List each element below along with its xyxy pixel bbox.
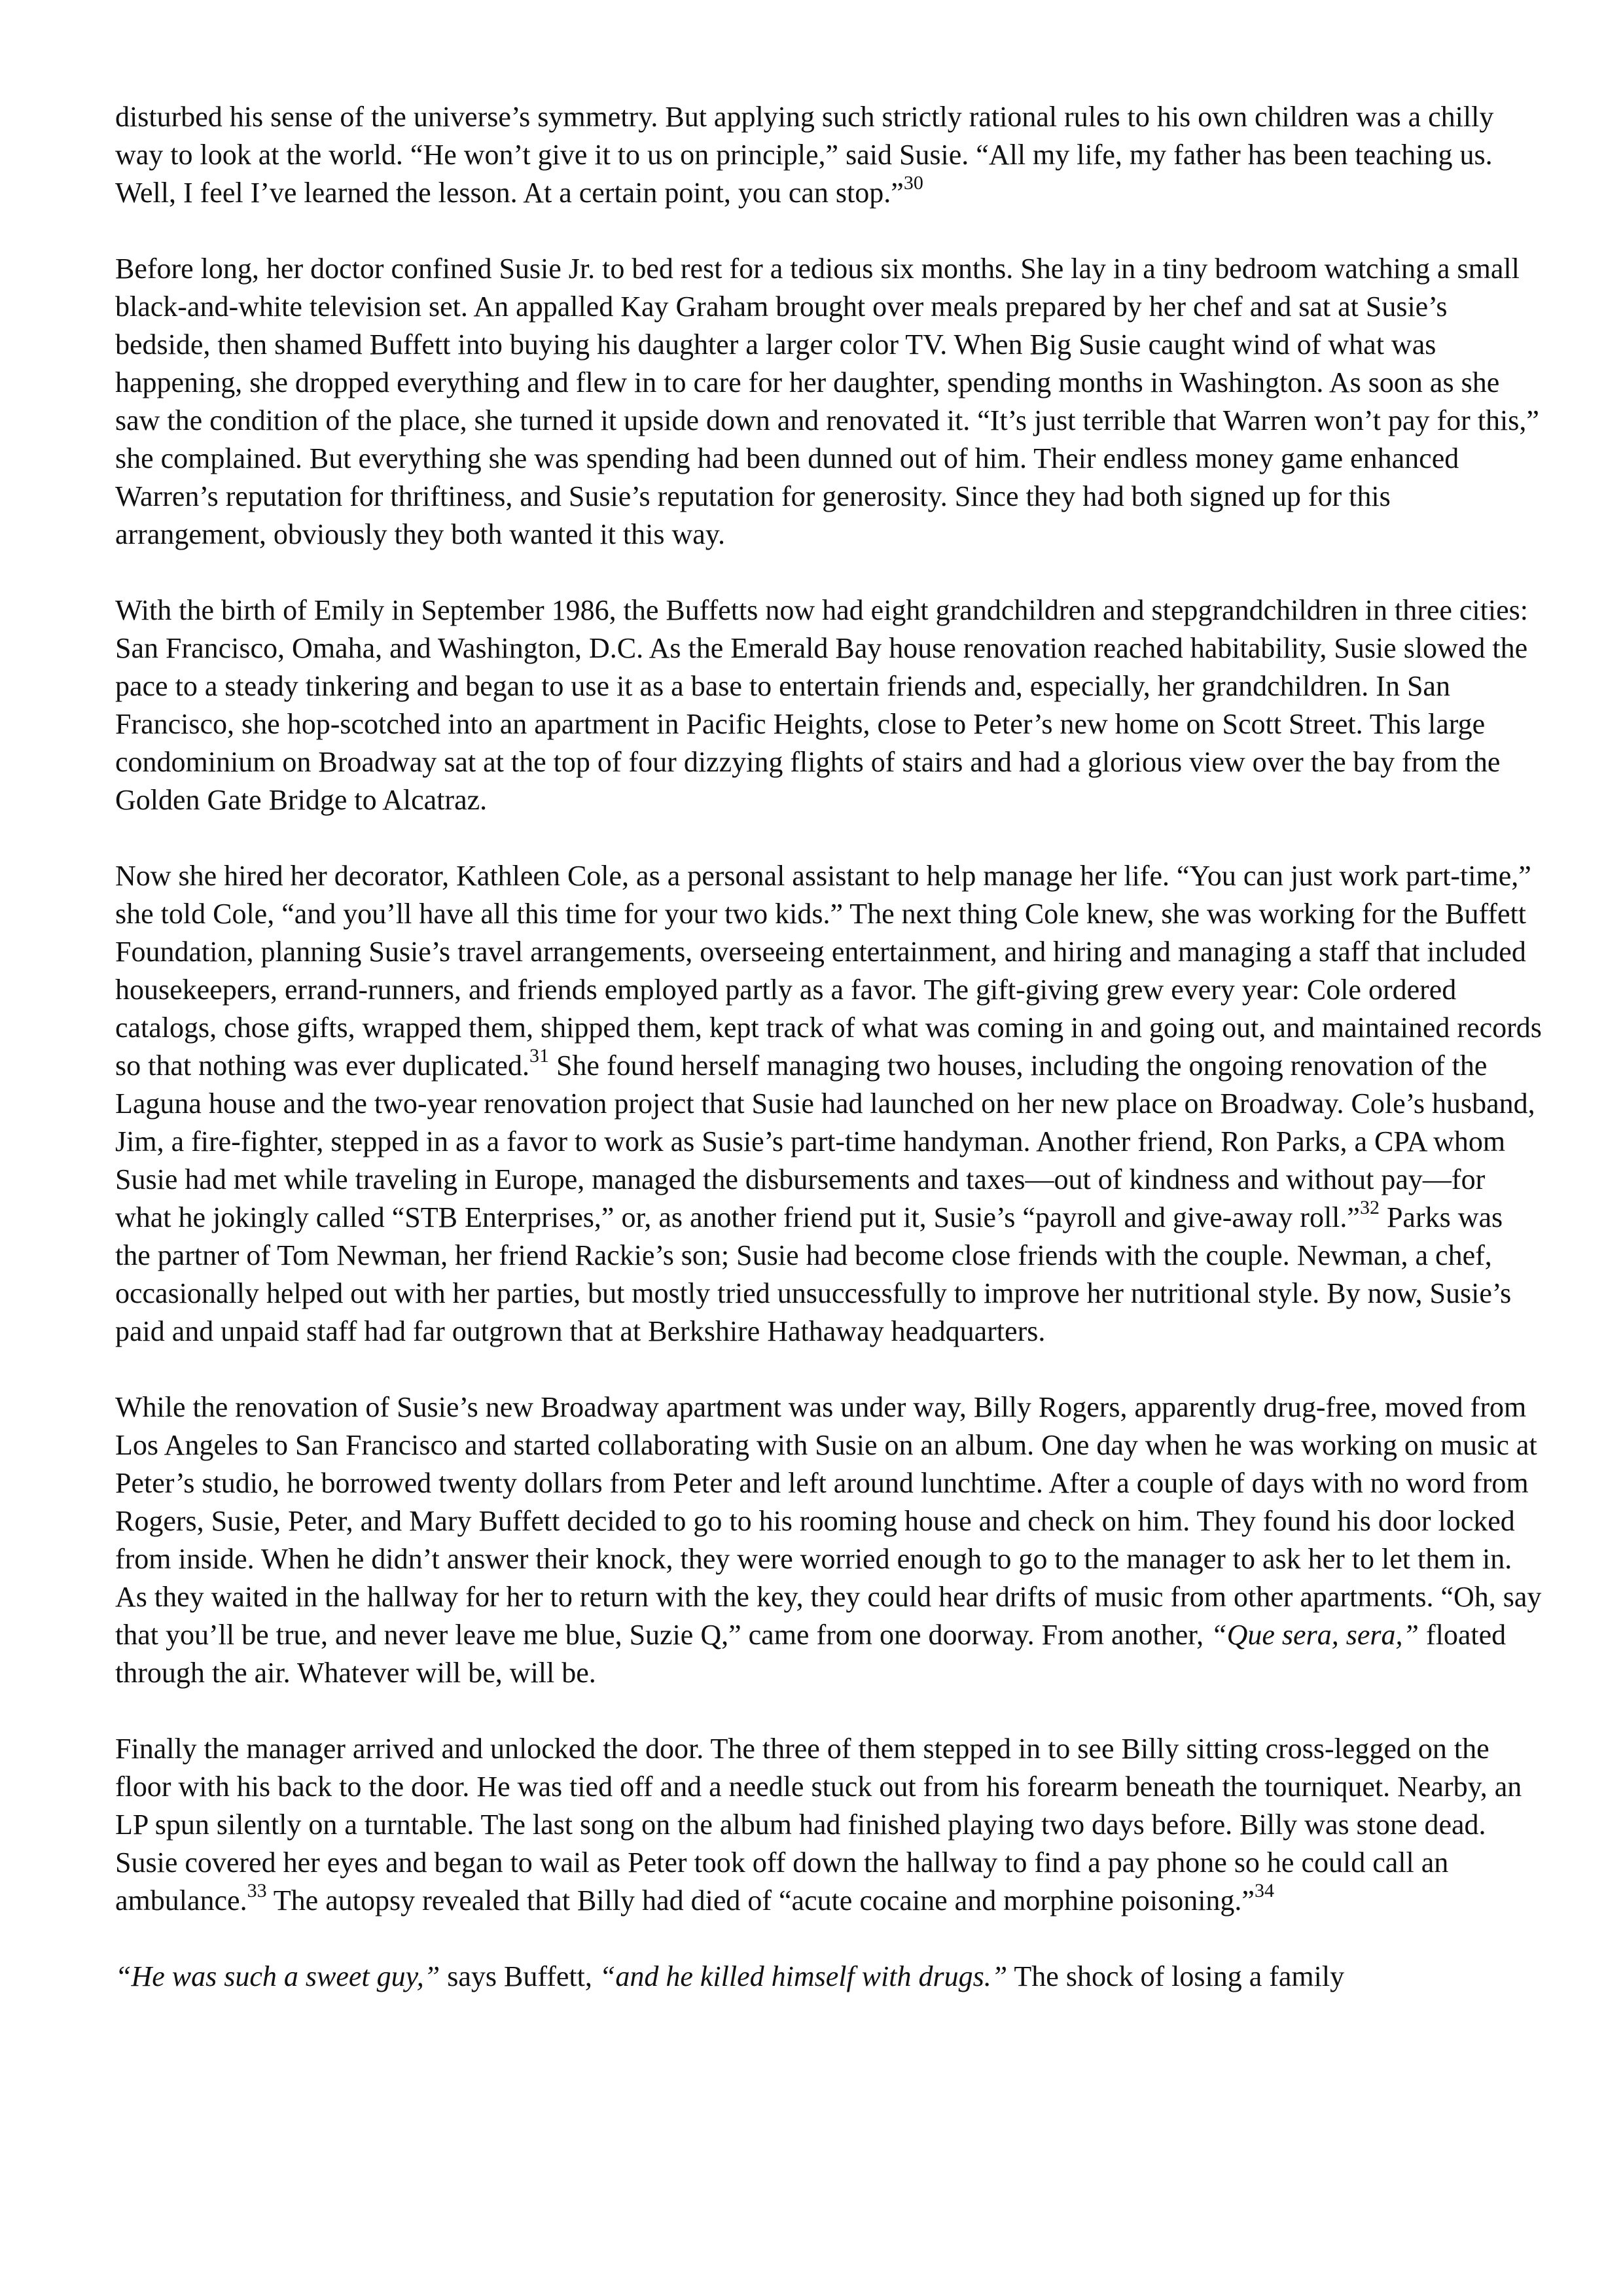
paragraph-4 <box>115 857 1542 1351</box>
paragraph-text: disturbed his sense of the universe’s symmetry. But applying such strictly rational rules to his own children was a chilly way to look at the world. “He won’t give it to us on principle,” said Susie. “All my life, my father has been teaching us. Well, I feel I’ve learned the lesson. At a certain point, you can stop.” <box>115 101 1494 209</box>
book-page <box>115 98 1542 2034</box>
footnote-ref: 34 <box>1254 1880 1274 1902</box>
paragraph-text: Now she hired her decorator, Kathleen Cole, as a personal assistant to help manage her life. “You can just work part-time,” she told Cole, “and you’ll have all this time for your two kids.” The next thing Cole knew, she was working for the Buffett Foundation, planning Susie’s travel arrangements, overseeing entertainment, and hiring and managing a staff that included housekeepers, errand-runners, and friends employed partly as a favor. The gift-giving grew every year: Cole ordered catalogs, chose gifts, wrapped them, shipped them, kept track of what was coming in and going out, and maintained records so that nothing was ever duplicated. <box>115 860 1542 1082</box>
paragraph-text: floated through the air. Whatever will be, will be. <box>115 1619 1507 1689</box>
footnote-ref: 31 <box>529 1045 549 1067</box>
paragraph-text: Finally the manager arrived and unlocked the door. The three of them stepped in to see Billy sitting cross-legged on the floor with his back to the door. He was tied off and a needle stuck out from his forearm beneath the tourniquet. Nearby, an LP spun silently on a turntable. The last song on the album had finished playing two days before. Billy was stone dead. Susie covered her eyes and began to wail as Peter took off down the hallway to find a pay phone so he could call an ambulance. <box>115 1733 1522 1916</box>
paragraph-5 <box>115 1388 1542 1692</box>
paragraph-6 <box>115 1730 1542 1920</box>
footnote-ref: 30 <box>903 172 923 194</box>
paragraph-text: says Buffett, <box>440 1960 599 1992</box>
paragraph-text: The autopsy revealed that Billy had died of “acute cocaine and morphine poisoning.” <box>266 1884 1255 1916</box>
paragraph-1 <box>115 98 1542 212</box>
paragraph-3 <box>115 592 1542 819</box>
footnote-ref: 33 <box>247 1880 267 1902</box>
paragraph-text: She found herself managing two houses, including the ongoing renovation of the Laguna house and the two-year renovation project that Susie had launched on her new place on Broadway. Cole’s husband, Jim, a fire-fighter, stepped in as a favor to work as Susie’s part-time handyman. Another friend, Ron Parks, a CPA whom Susie had met while traveling in Europe, managed the disbursements and taxes—out of kindness and without pay—for what he jokingly called “STB Enterprises,” or, as another friend put it, Susie’s “payroll and give-away roll.” <box>115 1050 1535 1233</box>
paragraph-text: While the renovation of Susie’s new Broadway apartment was under way, Billy Rogers, apparently drug-free, moved from Los Angeles to San Francisco and started collaborating with Susie on an album. One day when he was working on music at Peter’s studio, he borrowed twenty dollars from Peter and left around lunchtime. After a couple of days with no word from Rogers, Susie, Peter, and Mary Buffett decided to go to his rooming house and check on him. They found his door locked from inside. When he didn’t answer their knock, they were worried enough to go to the manager to ask her to let them in. As they waited in the hallway for her to return with the key, they could hear drifts of music from other apartments. “Oh, say that you’ll be true, and never leave me blue, Suzie Q,” came from one doorway. From another, <box>115 1391 1542 1651</box>
paragraph-text: The shock of losing a family <box>1007 1960 1345 1992</box>
paragraph-text: Before long, her doctor confined Susie Jr. to bed rest for a tedious six months. She lay in a tiny bedroom watching a small black-and-white television set. An appalled Kay Graham brought over meals prepared by her chef and sat at Susie’s bedside, then shamed Buffett into buying his daughter a larger color TV. When Big Susie caught wind of what was happening, she dropped everything and flew in to care for her daughter, spending months in Washington. As soon as she saw the condition of the place, she turned it upside down and renovated it. “It’s just terrible that Warren won’t pay for this,” she complained. But everything she was spending had been dunned out of him. Their endless money game enhanced Warren’s reputation for thriftiness, and Susie’s reputation for generosity. Since they had both signed up for this arrangement, obviously they both wanted it this way. <box>115 253 1539 550</box>
footnote-ref: 32 <box>1359 1197 1380 1219</box>
italic-quote: “He was such a sweet guy,” <box>115 1960 440 1992</box>
paragraph-2 <box>115 250 1542 554</box>
italic-quote: “and he killed himself with drugs.” <box>599 1960 1008 1992</box>
italic-quote: “Que sera, sera,” <box>1211 1619 1419 1651</box>
paragraph-7 <box>115 1958 1542 1996</box>
paragraph-text: With the birth of Emily in September 1986, the Buffetts now had eight grandchildren and stepgrandchildren in three cities: San Francisco, Omaha, and Washington, D.C. As the Emerald Bay house renovation reached habitability, Susie slowed the pace to a steady tinkering and began to use it as a base to entertain friends and, especially, her grandchildren. In San Francisco, she hop-scotched into an apartment in Pacific Heights, close to Peter’s new home on Scott Street. This large condominium on Broadway sat at the top of four dizzying flights of stairs and had a glorious view over the bay from the Golden Gate Bridge to Alcatraz. <box>115 594 1528 816</box>
paragraph-text: Parks was the partner of Tom Newman, her friend Rackie’s son; Susie had become close friends with the couple. Newman, a chef, occasionally helped out with her parties, but mostly tried unsuccessfully to improve her nutritional style. By now, Susie’s paid and unpaid staff had far outgrown that at Berkshire Hathaway headquarters. <box>115 1201 1512 1347</box>
